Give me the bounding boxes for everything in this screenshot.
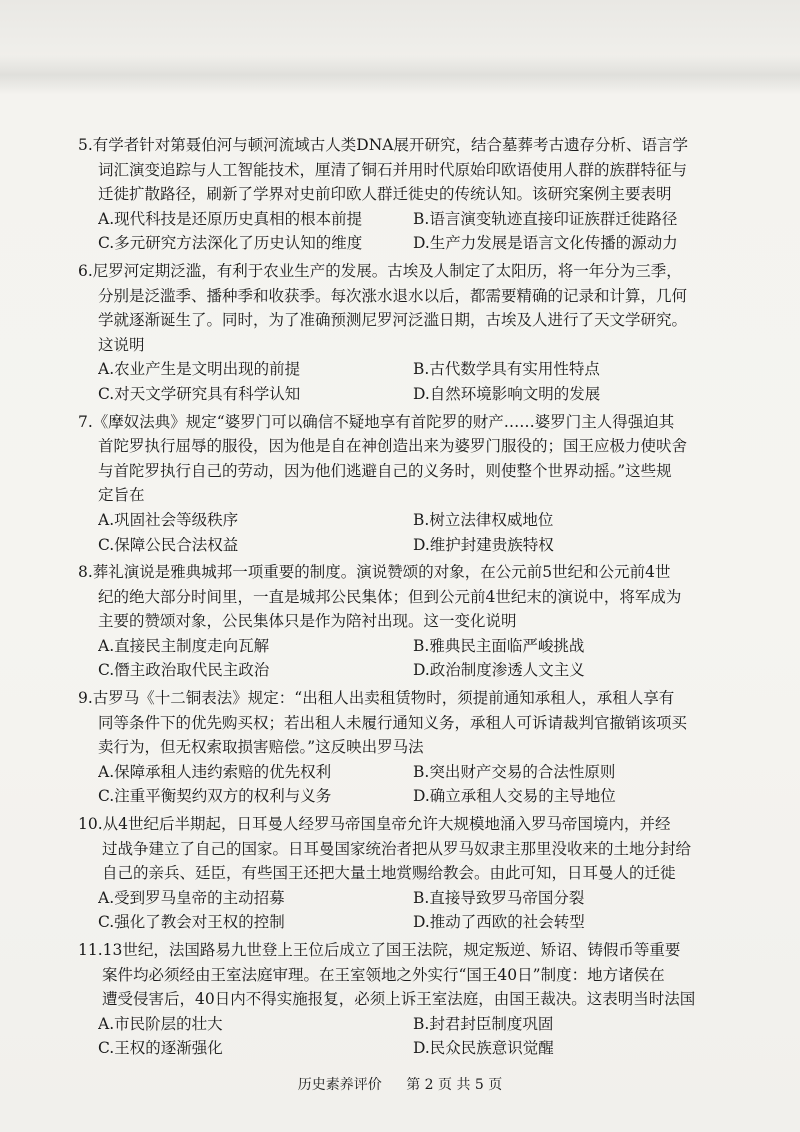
options	[78, 508, 733, 557]
question-text-line: 8.葬礼演说是雅典城邦一项重要的制度。演说赞颂的对象，在公元前5世纪和公元前4世	[78, 563, 671, 582]
option-d: D.政治制度渗透人文主义	[413, 661, 585, 680]
option-b: B.封君封臣制度巩固	[413, 1014, 554, 1033]
option-c: C.对天文学研究具有科学认知	[98, 384, 301, 403]
options	[78, 207, 733, 256]
option-a: A.保障承租人违约索赔的优先权利	[98, 762, 332, 781]
option-b: B.突出财产交易的合法性原则	[413, 762, 616, 781]
question-10	[78, 812, 733, 935]
option-d: D.维护封建贵族特权	[413, 535, 554, 554]
option-d: D.确立承租人交易的主导地位	[413, 787, 616, 806]
question-text-line: 这说明	[98, 335, 145, 354]
option-d: D.生产力发展是语言文化传播的源动力	[413, 234, 678, 253]
question-text-line: 与首陀罗执行自己的劳动，因为他们逃避自己的义务时，则使整个世界动摇。”这些规	[98, 461, 672, 480]
options	[78, 634, 733, 683]
question-text-line: 案件均必须经由王室法庭审理。在王室领地之外实行“国王40日”制度：地方诸侯在	[102, 965, 665, 984]
option-d: D.民众民族意识觉醒	[413, 1039, 554, 1058]
option-b: B.树立法律权威地位	[413, 510, 554, 529]
question-text-line: 11.13世纪，法国路易九世登上王位后成立了国王法院，规定叛逆、矫诏、铸假币等重要	[78, 941, 681, 959]
option-b: B.语言演变轨迹直接印证族群迁徙路径	[413, 209, 678, 228]
option-a: A.市民阶层的壮大	[98, 1014, 223, 1033]
question-text-line: 学就逐渐诞生了。同时，为了准确预测尼罗河泛滥日期，古埃及人进行了天文学研究。	[98, 311, 688, 330]
question-9	[78, 686, 733, 809]
option-c: C.僭主政治取代民主政治	[98, 661, 270, 680]
question-text-line: 分别是泛滥季、播种季和收获季。每次涨水退水以后，都需要精确的记录和计算，几何	[98, 286, 688, 305]
question-7	[78, 410, 733, 558]
question-text-line: 5.有学者针对第聂伯河与顿河流域古人类DNA展开研究，结合墓葬考古遗存分析、语言学	[78, 136, 688, 154]
options	[78, 886, 733, 935]
option-c: C.王权的逐渐强化	[98, 1039, 223, 1058]
options	[78, 1012, 733, 1061]
question-text-line: 词汇演变追踪与人工智能技术，厘清了铜石并用时代原始印欧语使用人群的族群特征与	[98, 160, 688, 179]
question-text-line: 主要的赞颂对象，公民集体只是作为陪衬出现。这一变化说明	[98, 612, 517, 631]
option-d: D.推动了西欧的社会转型	[413, 913, 585, 932]
question-text-line: 定旨在	[98, 486, 145, 505]
question-text-line: 迁徙扩散路径，刷新了学界对史前印欧人群迁徙史的传统认知。该研究案例主要表明	[98, 185, 672, 204]
question-text-line: 过战争建立了自己的国家。日耳曼国家统治者把从罗马奴隶主那里没收来的土地分封给	[102, 839, 692, 858]
option-c: C.注重平衡契约双方的权利与义务	[98, 787, 332, 806]
question-text-line: 首陀罗执行屈辱的服役，因为他是自在神创造出来为婆罗门服役的；国王应极力使吠舍	[98, 437, 688, 456]
option-a: A.直接民主制度走向瓦解	[98, 636, 270, 655]
question-text-line: 纪的绝大部分时间里，一直是城邦公民集体；但到公元前4世纪末的演说中，将军成为	[98, 587, 682, 606]
question-11	[78, 938, 733, 1061]
question-text-line: 遭受侵害后，40日内不得实施报复，必须上诉王室法庭，由国王裁决。这表明当时法国	[102, 990, 696, 1009]
option-c: C.多元研究方法深化了历史认知的维度	[98, 234, 363, 253]
page-footer	[0, 1074, 800, 1094]
option-c: C.强化了教会对王权的控制	[98, 913, 285, 932]
option-b: B.直接导致罗马帝国分裂	[413, 888, 585, 907]
question-text-line: 7.《摩奴法典》规定“婆罗门可以确信不疑地享有首陀罗的财产……婆罗门主人得强迫其	[78, 412, 675, 431]
question-5	[78, 133, 733, 256]
footer-page-number: 第 2 页 共 5 页	[406, 1077, 503, 1093]
option-b: B.雅典民主面临严峻挑战	[413, 636, 585, 655]
option-d: D.自然环境影响文明的发展	[413, 384, 601, 403]
option-a: A.农业产生是文明出现的前提	[98, 360, 301, 379]
question-text-line: 10.从4世纪后半期起，日耳曼人经罗马帝国皇帝允许大规模地涌入罗马帝国境内，并经	[78, 815, 671, 834]
question-8	[78, 560, 733, 683]
question-6	[78, 259, 733, 407]
option-a: A.受到罗马皇帝的主动招募	[98, 888, 285, 907]
options	[78, 357, 733, 406]
option-b: B.古代数学具有实用性特点	[413, 360, 600, 379]
option-a: A.巩固社会等级秩序	[98, 510, 239, 529]
question-text-line: 同等条件下的优先购买权；若出租人未履行通知义务，承租人可诉请裁判官撤销该项买	[98, 713, 688, 732]
question-list	[78, 133, 733, 1064]
question-text-line: 9.古罗马《十二铜表法》规定：“出租人出卖租赁物时，须提前通知承租人，承租人享有	[78, 689, 675, 708]
footer-subject: 历史素养评价	[297, 1077, 382, 1093]
options	[78, 760, 733, 809]
scan-shadow	[0, 55, 800, 95]
question-text-line: 自己的亲兵、廷臣，有些国王还把大量土地赏赐给教会。由此可知，日耳曼人的迁徙	[102, 864, 676, 883]
question-text-line: 卖行为，但无权索取损害赔偿。”这反映出罗马法	[98, 738, 424, 757]
question-text-line: 6.尼罗河定期泛滥，有利于农业生产的发展。古埃及人制定了太阳历，将一年分为三季，	[78, 261, 682, 280]
option-c: C.保障公民合法权益	[98, 535, 239, 554]
option-a: A.现代科技是还原历史真相的根本前提	[98, 209, 363, 228]
